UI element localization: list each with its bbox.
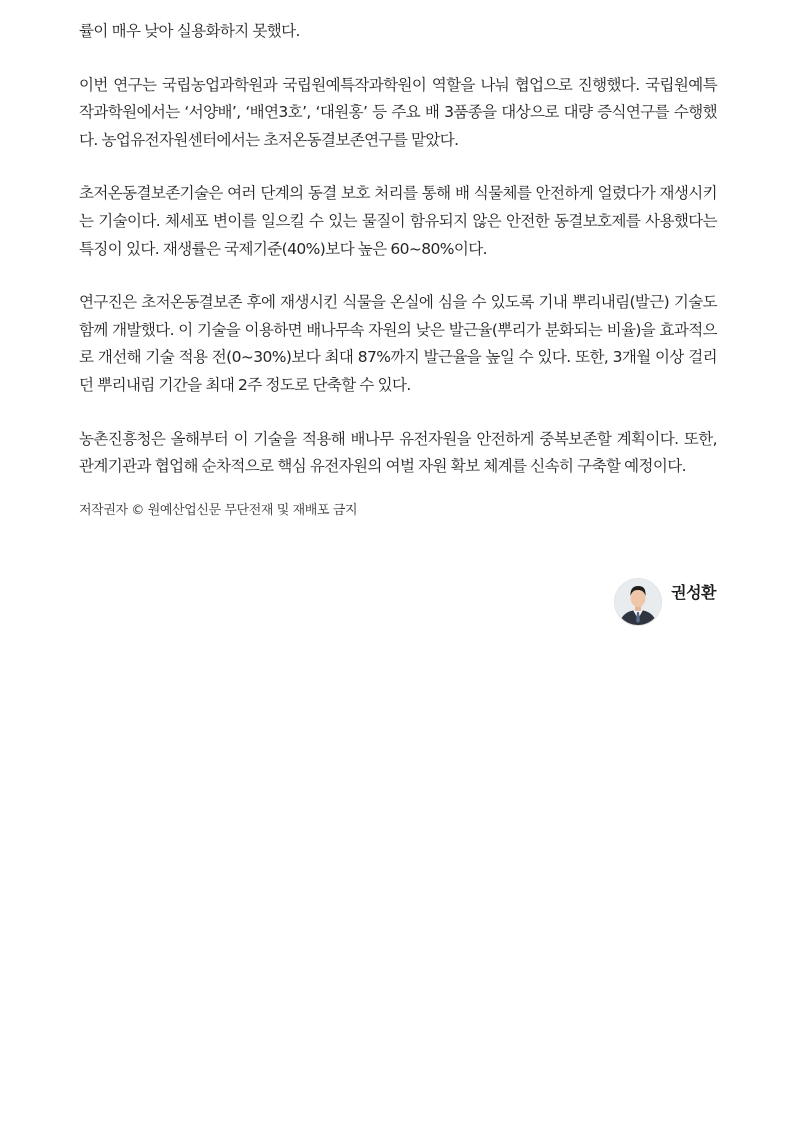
- reporter-name[interactable]: 권성환: [671, 583, 716, 602]
- reporter-photo-svg: [615, 579, 661, 625]
- reporter-photo-icon[interactable]: [614, 578, 662, 626]
- copyright-notice: 저작권자 © 원예산업신문 무단전재 및 재배포 금지: [79, 502, 358, 518]
- article-paragraph-2: 이번 연구는 국립농업과학원과 국립원예특작과학원이 역할을 나눠 협업으로 진행했다. 국립원예특작과학원에서는 ‘서양배’, ‘배연3호’, ‘대원홍’ 등 주요 배 3품종을 대상으로 대량 증식연구를 수행했다. 농업유전자원센터에서는 초저온동결보존연구를 맡았다.: [79, 75, 717, 149]
- article-paragraph-3: 초저온동결보존기술은 여러 단계의 동결 보호 처리를 통해 배 식물체를 안전하게 얼렸다가 재생시키는 기술이다. 체세포 변이를 일으킬 수 있는 물질이 함유되지 않은 안전한 동결보호제를 사용했다는 특징이 있다. 재생률은 국제기준(40%)보다 높은 60~80%이다.: [79, 184, 717, 258]
- article-paragraph-5: 농촌진흥청은 올해부터 이 기술을 적용해 배나무 유전자원을 안전하게 중복보존할 계획이다. 또한, 관계기관과 협업해 순차적으로 핵심 유전자원의 여벌 자원 확보 체계를 신속히 구축할 예정이다.: [79, 429, 717, 476]
- article-paragraph-1: 률이 매우 낮아 실용화하지 못했다.: [79, 22, 300, 40]
- article-body: [79, 18, 717, 521]
- article-paragraph-4: 연구진은 초저온동결보존 후에 재생시킨 식물을 온실에 심을 수 있도록 기내 뿌리내림(발근) 기술도 함께 개발했다. 이 기술을 이용하면 배나무속 자원의 낮은 발근율(뿌리가 분화되는 비율)을 효과적으로 개선해 기술 적용 전(0~30%)보다 최대 87%까지 발근율을 높일 수 있다. 또한, 3개월 이상 걸리던 뿌리내림 기간을 최대 2주 정도로 단축할 수 있다.: [79, 293, 717, 394]
- reporter-byline[interactable]: [614, 578, 716, 626]
